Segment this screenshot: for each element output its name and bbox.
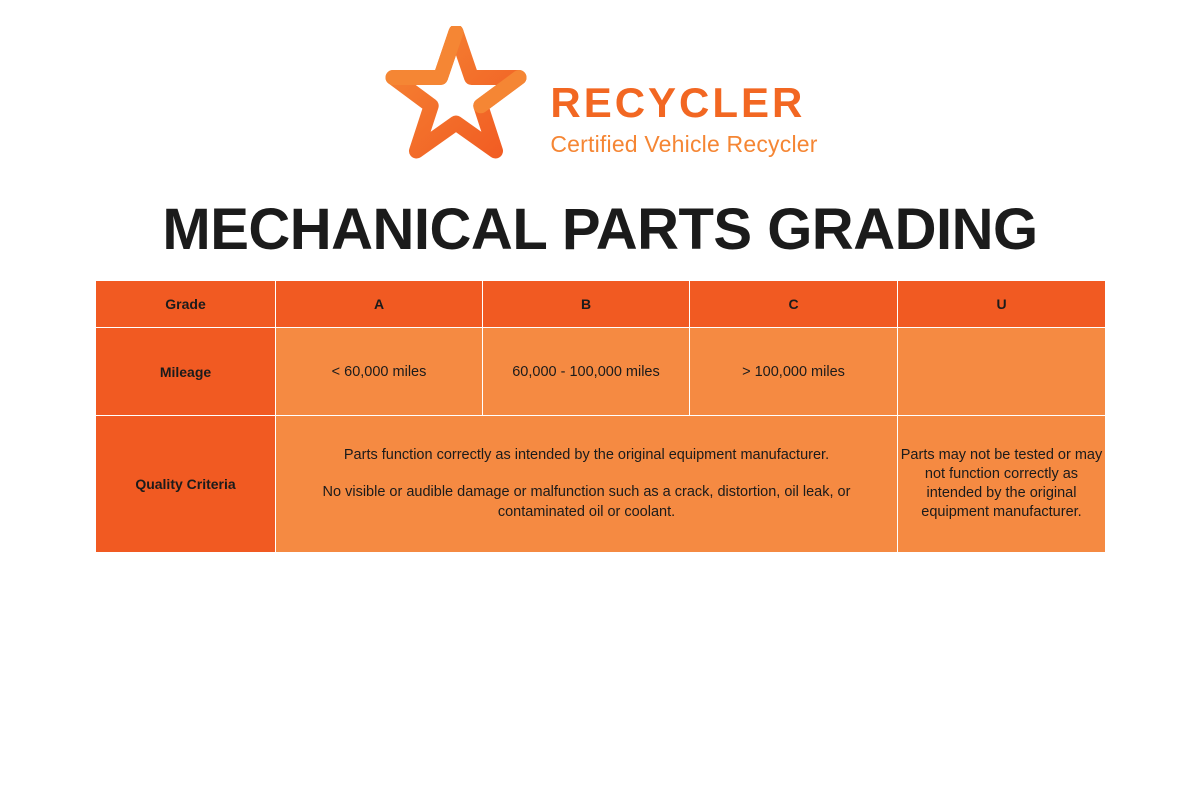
quality-criteria-line-1: Parts function correctly as intended by the original equipment manufacturer. (343, 446, 830, 463)
column-header-grade: Grade (96, 281, 276, 328)
mileage-c: > 100,000 miles (690, 328, 898, 416)
row-label-mileage: Mileage (96, 328, 276, 416)
logo-text (550, 48, 817, 156)
quality-criteria-abc (276, 416, 898, 553)
star-outline-icon (366, 26, 546, 178)
column-header-a: A (276, 281, 483, 328)
column-header-u: U (898, 281, 1106, 328)
table-header-row (96, 281, 1106, 328)
grading-table (95, 280, 1106, 553)
table-row (96, 416, 1106, 553)
mileage-b: 60,000 - 100,000 miles (483, 328, 690, 416)
table-row (96, 328, 1106, 416)
row-label-quality-criteria: Quality Criteria (96, 416, 276, 553)
quality-criteria-u: Parts may not be tested or may not function correctly as intended by the original equipment manufacturer. (898, 416, 1106, 553)
page-title: MECHANICAL PARTS GRADING (162, 197, 1038, 262)
logo-subtitle: Certified Vehicle Recycler (550, 130, 818, 157)
logo-title: RECYCLER (550, 78, 806, 126)
logo-inner (366, 26, 817, 178)
quality-criteria-line-2: No visible or audible damage or malfunction such as a crack, distortion, oil leak, or contaminated oil or coolant. (322, 484, 851, 520)
mileage-u (898, 328, 1106, 416)
mileage-a: < 60,000 miles (276, 328, 483, 416)
logo (0, 24, 1200, 179)
column-header-b: B (483, 281, 690, 328)
column-header-c: C (690, 281, 898, 328)
